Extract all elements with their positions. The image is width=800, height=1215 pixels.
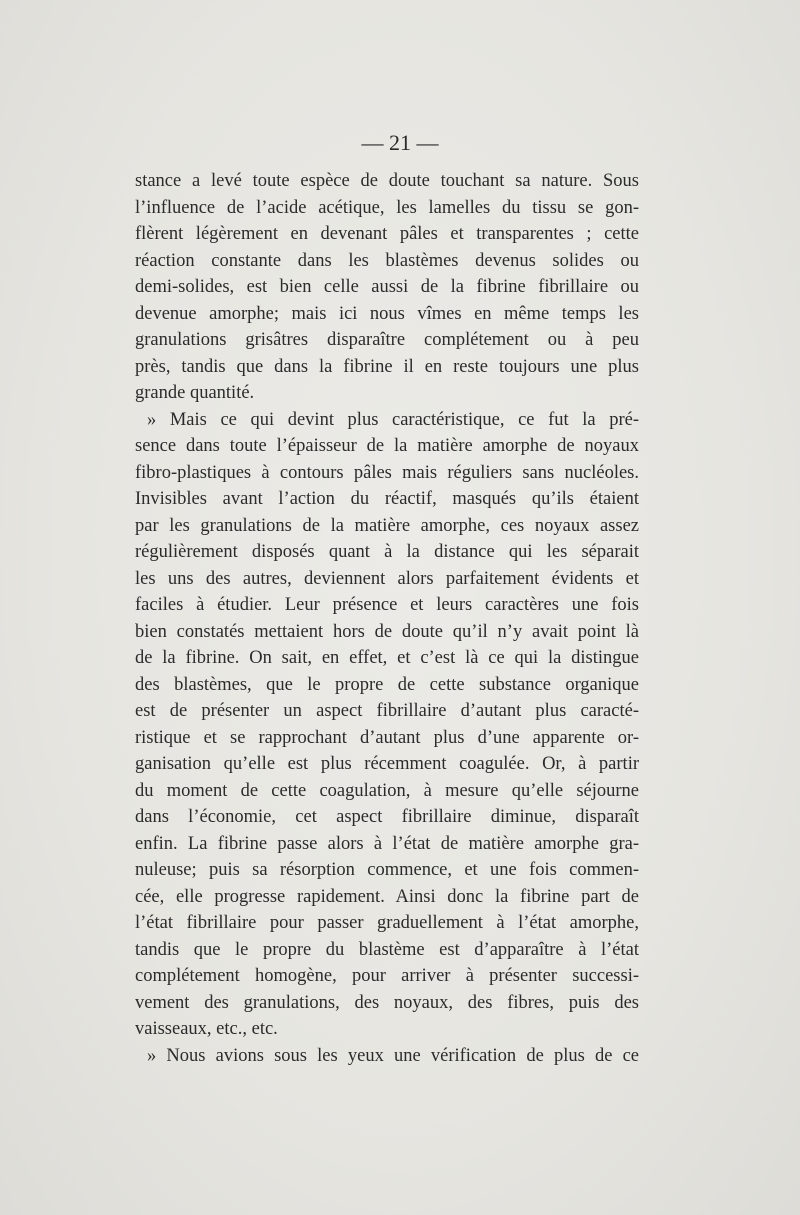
page-number: — 21 — — [361, 130, 439, 155]
text-line: » Mais ce qui devint plus caractéristique, ce fut la pré- — [147, 409, 639, 430]
text-line: flèrent légèrement en devenant pâles et transparentes ; cette — [135, 224, 639, 244]
text-line: granulations grisâtres disparaître complétement ou à peu — [135, 330, 639, 350]
text-line: enfin. La fibrine passe alors à l’état de matière amorphe gra- — [135, 833, 639, 854]
text-line: du moment de cette coagulation, à mesure qu’elle séjourne — [135, 780, 639, 801]
text-line: complétement homogène, pour arriver à présenter successi- — [135, 966, 639, 986]
text-line: est de présenter un aspect fibrillaire d’autant plus caracté- — [135, 701, 639, 721]
text-line: vaisseaux, etc., etc. — [135, 1019, 278, 1039]
text-line: nuleuse; puis sa résorption commence, et une fois commen- — [135, 860, 639, 880]
text-line: » Nous avions sous les yeux une vérification de plus de ce — [147, 1045, 639, 1066]
text-line: près, tandis que dans la fibrine il en reste toujours une plus — [135, 356, 639, 377]
text-line: ganisation qu’elle est plus récemment coagulée. Or, à partir — [135, 754, 639, 774]
text-line: par les granulations de la matière amorphe, ces noyaux assez — [135, 515, 639, 536]
text-line: des blastèmes, que le propre de cette substance organique — [135, 674, 639, 695]
text-line: régulièrement disposés quant à la distance qui les séparait — [135, 542, 639, 562]
text-line: les uns des autres, deviennent alors parfaitement évidents et — [135, 568, 639, 589]
text-line: fibro-plastiques à contours pâles mais réguliers sans nucléoles. — [135, 462, 639, 483]
text-line: vement des granulations, des noyaux, des fibres, puis des — [135, 992, 639, 1013]
text-line: ristique et se rapprochant d’autant plus d’une apparente or- — [135, 727, 639, 748]
text-line: faciles à étudier. Leur présence et leurs caractères une fois — [135, 595, 639, 615]
text-line: sence dans toute l’épaisseur de la matière amorphe de noyaux — [135, 436, 639, 456]
text-line: devenue amorphe; mais ici nous vîmes en même temps les — [135, 303, 639, 324]
text-line: bien constatés mettaient hors de doute qu’il n’y avait point là — [135, 621, 639, 642]
text-line: l’état fibrillaire pour passer graduellement à l’état amorphe, — [135, 913, 639, 933]
body-text — [135, 168, 639, 1069]
text-line: tandis que le propre du blastème est d’apparaître à l’état — [135, 939, 639, 960]
text-line: l’influence de l’acide acétique, les lamelles du tissu se gon- — [135, 197, 639, 218]
text-line: Invisibles avant l’action du réactif, masqués qu’ils étaient — [135, 489, 639, 509]
text-line: de la fibrine. On sait, en effet, et c’est là ce qui la distingue — [135, 648, 639, 668]
text-line: dans l’économie, cet aspect fibrillaire diminue, disparaît — [135, 807, 639, 827]
text-line: stance a levé toute espèce de doute touchant sa nature. Sous — [135, 171, 639, 191]
text-line: cée, elle progresse rapidement. Ainsi donc la fibrine part de — [135, 886, 639, 907]
text-line: grande quantité. — [135, 383, 255, 403]
text-line: demi-solides, est bien celle aussi de la fibrine fibrillaire ou — [135, 277, 639, 297]
text-line: réaction constante dans les blastèmes devenus solides ou — [135, 250, 639, 271]
